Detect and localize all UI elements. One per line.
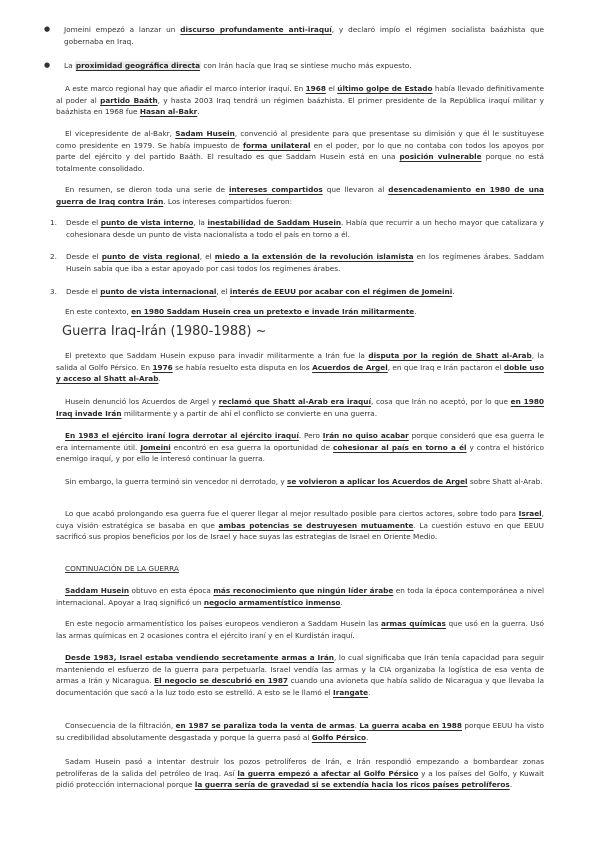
- key-term: discurso profundamente anti-iraquí: [180, 25, 332, 34]
- list-item-2: 2. Desde el punto de vista regional, el miedo a la extensión de la revolución islamista en los regímenes árabes. Saddam Husein sabía que iba a estar apoyado por casi todos los regímenes árabes.: [50, 252, 544, 273]
- key-term: disputa por la región de Shatt al-Arab: [368, 351, 532, 360]
- key-term: en 1980 Iraq invade Irán: [56, 397, 544, 418]
- key-term: Desde 1983, Israel estaba vendiendo secretamente armas a Irán: [65, 653, 334, 662]
- key-term: miedo a la extensión de la revolución islamista: [214, 252, 414, 261]
- key-term: Golfo Pérsico: [311, 732, 367, 742]
- key-term: Irán no quiso acabar: [322, 431, 409, 440]
- paragraph-prolongacion: Lo que acabó prolongando esa guerra fue el querer llegar al mejor resultado posible para ciertos actores, sobre todo para Israel, cuya visión estratégica se basaba en que ambas potencias se destruyesen mutuamente. La cuestión estuvo en que EEUU sacrificó sus propios beneficios por los de Israel y hace suyas las estrategias de Israel en Oriente Medio.: [56, 509, 545, 542]
- key-term: 1968: [305, 84, 326, 93]
- key-term: armas químicas: [381, 619, 446, 628]
- key-term: la guerra sería de gravedad si se extendía hacia los ricos países petrolíferos: [194, 780, 510, 790]
- key-term: 1976: [152, 362, 173, 372]
- paragraph-marco-interior: A este marco regional hay que añadir el marco interior iraquí. En 1968 el último golpe de Estado había llevado definitivamente al poder al partido Baáth, y hasta 2003 Iraq tendrá un régimen baázhista. El primer presidente de la República iraquí militar y baázhista en 1968 fue Hasan al-Bakr.: [56, 84, 544, 117]
- key-term: La guerra acaba en 1988: [359, 721, 462, 730]
- key-term: cohesionar al país en torno a él: [333, 442, 467, 452]
- key-term: punto de vista internacional: [100, 287, 217, 296]
- bullet-item-1: ● Jomeini empezó a lanzar un discurso profundamente anti-iraquí, y declaró impío el régimen socialista baázhista que gobernaba en Iraq.: [44, 25, 544, 46]
- key-term: negocio armamentístico inmenso: [203, 597, 341, 607]
- paragraph-1983: En 1983 el ejército iraní logra derrotar al ejército iraquí. Pero Irán no quiso acabar porque consideró que esa guerra le era internamente útil. Jomeini encontró en esa guerra la oportunidad de cohesionar al país en torno a él y contra el histórico enemigo iraquí, y por ello le interesó continuar la guerra.: [56, 431, 544, 464]
- key-term: intereses compartidos: [228, 185, 323, 194]
- key-term: en 1980 Saddam Husein crea un pretexto e invade Irán militarmente: [131, 307, 415, 316]
- key-term: Jomeini: [140, 442, 171, 452]
- list-item-3: 3. Desde el punto de vista internacional, el interés de EEUU por acabar con el régimen de Jomeini.: [50, 287, 455, 296]
- paragraph-sin-vencedor: Sin embargo, la guerra terminó sin vencedor ni derrotado, y se volvieron a aplicar los Acuerdos de Argel sobre Shatt al-Arab.: [65, 477, 543, 486]
- bullet-item-2: ● La proximidad geográfica directa con Irán hacía que Iraq se sintiese mucho más expuesto.: [44, 61, 412, 70]
- paragraph-denuncia: Husein denunció los Acuerdos de Argel y reclamó que Shatt al-Arab era iraquí, cosa que Irán no aceptó, por lo que en 1980 Iraq invade Irán militarmente y a partir de ahí el conflicto se convierte en una guerra.: [56, 397, 544, 418]
- key-term: Hasan al-Bakr: [139, 107, 198, 117]
- paragraph-contexto: En este contexto, en 1980 Saddam Husein crea un pretexto e invade Irán militarmente.: [65, 307, 417, 316]
- key-term: en 1987 se paraliza toda la venta de armas: [175, 721, 355, 730]
- key-term: último golpe de Estado: [337, 84, 433, 93]
- key-term: inestabilidad de Saddam Husein: [207, 218, 342, 227]
- paragraph-armas-quimicas: En este negocio armamentístico los países europeos vendieron a Saddam Husein las armas químicas que usó en la guerra. Usó las armas químicas en 2 ocasiones contra el ejército iraní y en el Kurdistán iraquí.: [56, 619, 544, 640]
- key-term: doble uso y acceso al Shatt al-Arab: [56, 362, 544, 384]
- key-term: desencadenamiento en 1980 de una guerra de Iraq contra Irán: [56, 185, 544, 206]
- list-item-1: 1. Desde el punto de vista interno, la inestabilidad de Saddam Husein. Había que recurrir a un hecho mayor que catalizara y cohesionara desde un punto de vista nacionalista a todo el país en torno a él.: [50, 218, 544, 239]
- key-term: punto de vista regional: [101, 252, 200, 261]
- key-term: Saddam Husein: [65, 586, 130, 595]
- bullet-icon: ●: [44, 61, 51, 69]
- key-term: interés de EEUU por acabar con el régimen de Jomeini: [229, 287, 453, 296]
- key-term: partido Baáth: [100, 95, 158, 105]
- key-term: El negocio se descubrió en 1987: [154, 676, 289, 686]
- paragraph-israel: Desde 1983, Israel estaba vendiendo secretamente armas a Irán, lo cual significaba que Irán tenía capacidad para seguir manteniendo el esfuerzo de la guerra para perpetuarla. Israel vendía las armas y la CIA organizaba la logística de esa venta de armas a Irán y Nicaragua. El negocio se descubrió en 1987 cuando una avioneta que había salido de Nicaragua y que llevaba la documentación que sacó a la luz todo esto se estrelló. A esto se le llamó el Irangate.: [56, 653, 544, 697]
- paragraph-reconocimiento: Saddam Husein obtuvo en esta época más reconocimiento que ningún líder árabe en toda la época contemporánea a nivel internacional. Apoyar a Iraq significó un negocio armamentístico inmenso.: [56, 586, 544, 607]
- key-term: la guerra empezó a afectar al Golfo Pérsico: [237, 768, 419, 778]
- key-term: Acuerdos de Argel: [312, 362, 388, 372]
- key-term: forma unilateral: [242, 140, 311, 150]
- key-term: Irangate: [333, 687, 369, 697]
- bullet-icon: ●: [44, 25, 51, 33]
- paragraph-filtracion: Consecuencia de la filtración, en 1987 se paraliza toda la venta de armas. La guerra acaba en 1988 porque EEUU ha visto su credibilidad absolutamente desgastada y porque la guerra pasó al Golfo Pérsico.: [56, 721, 544, 742]
- paragraph-resumen: En resumen, se dieron toda una serie de intereses compartidos que llevaron al desencadenamiento en 1980 de una guerra de Iraq contra Irán. Los intereses compartidos fueron:: [56, 185, 544, 206]
- key-term: más reconocimiento que ningún líder árabe: [213, 586, 394, 595]
- paragraph-vicepresidente: El vicepresidente de al-Bakr, Sadam Husein, convenció al presidente para que presentase su dimisión y que él le sustituyese como presidente en 1979. Se había impuesto de forma unilateral en el poder, por lo que no contaba con todos los apoyos por parte del ejército y del partido Baáth. El resultado es que Saddam Husein está en una posición vulnerable porque no está totalmente consolidado.: [56, 129, 545, 173]
- key-term: se volvieron a aplicar los Acuerdos de Argel: [287, 477, 468, 486]
- key-term: En 1983 el ejército iraní logra derrotar al ejército iraquí: [65, 431, 299, 440]
- key-term: Israel: [518, 509, 542, 518]
- subsection-heading: CONTINUACIÓN DE LA GUERRA: [65, 564, 179, 573]
- key-term: posición vulnerable: [399, 152, 482, 162]
- key-term: Sadam Husein: [175, 129, 235, 138]
- paragraph-pozos: Sadam Husein pasó a intentar destruir los pozos petrolíferos de Irán, e Irán respondió empezando a bombardear zonas petrolíferas de la salida del petróleo de Iraq. Así la guerra empezó a afectar al Golfo Pérsico y a los países del Golfo, y Kuwait pidió protección internacional porque la guerra sería de gravedad si se extendía hacia los ricos países petrolíferos.: [56, 757, 544, 790]
- key-term: proximidad geográfica directa: [75, 61, 201, 70]
- key-term: punto de vista interno: [100, 218, 194, 227]
- key-term: ambas potencias se destruyesen mutuamente: [218, 520, 414, 530]
- paragraph-pretexto: El pretexto que Saddam Husein expuso para invadir militarmente a Irán fue la disputa por la región de Shatt al-Arab, la salida al Golfo Pérsico. En 1976 se había resuelto esta disputa en los Acuerdos de Argel, en que Iraq e Irán pactaron el doble uso y acceso al Shatt al-Arab.: [56, 351, 545, 384]
- section-heading: Guerra Iraq-Irán (1980-1988) ~: [62, 324, 267, 339]
- key-term: reclamó que Shatt al-Arab era iraquí: [218, 397, 371, 406]
